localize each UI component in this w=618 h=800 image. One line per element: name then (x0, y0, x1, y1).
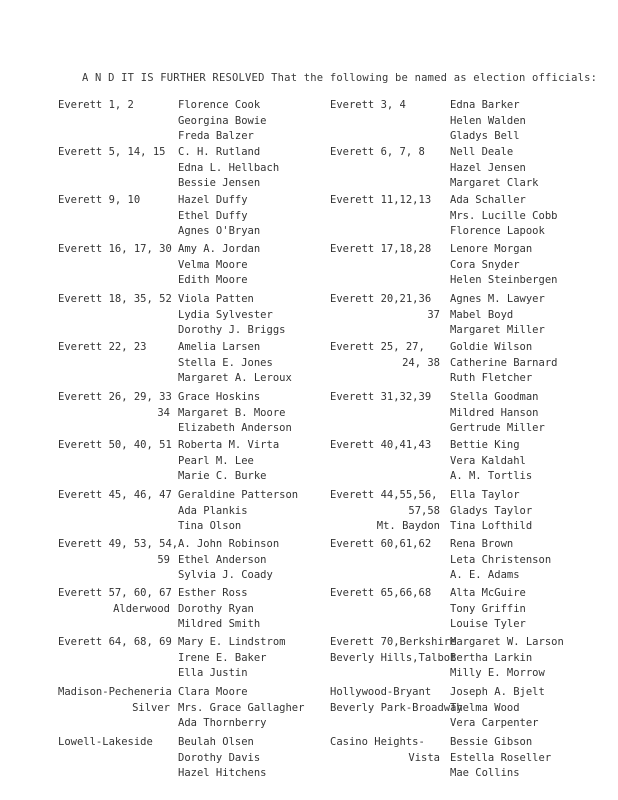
official-name: Geraldine Patterson (178, 489, 299, 501)
precinct-location-line: Everett 65,66,68 (330, 587, 432, 599)
official-name: Mildred Smith (178, 618, 261, 630)
official-names (450, 488, 610, 535)
official-name: Mae Collins (450, 767, 520, 779)
official-name: A. E. Adams (450, 569, 520, 581)
official-names (450, 586, 610, 633)
official-name: Catherine Barnard (450, 356, 558, 369)
precinct-location-line: Everett 44,55,56, (330, 489, 438, 501)
official-names (450, 635, 610, 682)
official-name: Dorothy J. Briggs (178, 324, 286, 336)
official-name: Lenore Morgan (450, 243, 533, 255)
precinct-location-line: Hollywood-Bryant (330, 686, 432, 698)
official-name: Elizabeth Anderson (178, 422, 292, 434)
precinct-location (58, 735, 170, 751)
precinct-location-line: Everett 18, 35, 52 (58, 293, 172, 305)
official-name: Louise Tyler (450, 618, 526, 630)
precinct-location (58, 242, 170, 258)
official-names (450, 292, 610, 339)
precinct-location-line: 37 (427, 308, 440, 321)
official-name: Edith Moore (178, 274, 248, 286)
precinct-location-line: Beverly Park-Broadway (330, 701, 463, 714)
precinct-location (330, 735, 440, 766)
precinct-location-line: Vista (408, 751, 440, 764)
resolution-heading: A N D IT IS FURTHER RESOLVED That the following be named as election officials: (82, 72, 598, 84)
official-name: Margaret Clark (450, 177, 539, 189)
official-names (450, 340, 610, 387)
official-names (178, 586, 326, 633)
official-name: Ella Taylor (450, 489, 520, 501)
precinct-location-line: Everett 64, 68, 69 (58, 636, 172, 648)
official-name: Esther Ross (178, 587, 248, 599)
official-name: A. M. Tortlis (450, 470, 533, 482)
official-names (450, 193, 610, 240)
official-names (178, 537, 326, 584)
official-name: Hazel Hitchens (178, 767, 267, 779)
precinct-location-line: Everett 26, 29, 33 (58, 391, 172, 403)
precinct-location (58, 340, 170, 356)
official-name: Bertha Larkin (450, 651, 533, 664)
precinct-location-line: Everett 5, 14, 15 (58, 146, 166, 158)
official-name: Agnes O'Bryan (178, 225, 261, 237)
official-name: Agnes M. Lawyer (450, 293, 545, 305)
official-name: Margaret B. Moore (178, 406, 286, 419)
official-name: Pearl M. Lee (178, 454, 254, 467)
official-names (450, 438, 610, 485)
precinct-location-line: Everett 3, 4 (330, 99, 406, 111)
official-name: C. H. Rutland (178, 146, 261, 158)
precinct-location-line: Everett 9, 10 (58, 194, 141, 206)
precinct-location (330, 340, 440, 371)
official-name: Sylvia J. Coady (178, 569, 273, 581)
official-name: Stella E. Jones (178, 356, 273, 369)
precinct-location-line: Everett 6, 7, 8 (330, 146, 425, 158)
precinct-location-line: Everett 40,41,43 (330, 439, 432, 451)
precinct-location (58, 193, 170, 209)
official-name: Helen Walden (450, 114, 526, 127)
official-name: Ada Plankis (178, 504, 248, 517)
official-name: Florence Cook (178, 99, 261, 111)
precinct-location (58, 488, 170, 504)
precinct-location-line: 59 (157, 553, 170, 566)
official-name: Edna L. Hellbach (178, 161, 280, 174)
precinct-location (330, 635, 457, 666)
precinct-location-line: Everett 16, 17, 30 (58, 243, 172, 255)
official-names (450, 390, 610, 437)
precinct-location (330, 488, 440, 535)
official-name: Margaret W. Larson (450, 636, 564, 648)
precinct-row (0, 537, 618, 593)
precinct-row (0, 685, 618, 741)
official-name: Florence Lapook (450, 225, 545, 237)
official-name: Estella Roseller (450, 751, 552, 764)
precinct-location-line: Mt. Baydon (376, 520, 440, 532)
precinct-location (330, 537, 440, 553)
official-name: Ethel Anderson (178, 553, 267, 566)
official-names (178, 635, 326, 682)
official-name: Bettie King (450, 439, 520, 451)
official-names (178, 292, 326, 339)
precinct-location (58, 586, 170, 617)
official-name: Cora Snyder (450, 258, 520, 271)
official-name: Stella Goodman (450, 391, 539, 403)
official-name: Helen Steinbergen (450, 274, 558, 286)
official-name: Amelia Larsen (178, 341, 261, 353)
official-names (450, 685, 610, 732)
official-name: Mildred Hanson (450, 406, 539, 419)
official-name: Dorothy Davis (178, 751, 261, 764)
official-name: Freda Balzer (178, 130, 254, 142)
official-name: Tina Olson (178, 520, 242, 532)
official-name: Ada Thornberry (178, 717, 267, 729)
official-name: Grace Hoskins (178, 391, 261, 403)
precinct-location-line: Madison-Pecheneria (58, 686, 172, 698)
official-names (178, 390, 326, 437)
precinct-row (0, 438, 618, 494)
official-name: Gladys Bell (450, 130, 520, 142)
official-name: Dorothy Ryan (178, 602, 254, 615)
official-name: Velma Moore (178, 258, 248, 271)
official-name: Mrs. Grace Gallagher (178, 701, 305, 714)
official-name: Hazel Jensen (450, 161, 526, 174)
official-names (450, 537, 610, 584)
official-name: Alta McGuire (450, 587, 526, 599)
precinct-location (330, 438, 440, 454)
precinct-row (0, 586, 618, 642)
precinct-location-line: Everett 20,21,36 (330, 293, 432, 305)
official-name: A. John Robinson (178, 538, 280, 550)
official-name: Roberta M. Virta (178, 439, 280, 451)
precinct-location-line: Everett 1, 2 (58, 99, 134, 111)
official-name: Beulah Olsen (178, 736, 254, 748)
official-name: Tony Griffin (450, 602, 526, 615)
official-name: Vera Carpenter (450, 717, 539, 729)
official-names (178, 145, 326, 192)
precinct-location-line: Everett 49, 53, 54, (58, 538, 179, 550)
official-names (450, 98, 610, 145)
official-name: Ella Justin (178, 667, 248, 679)
precinct-location-line: Everett 25, 27, (330, 341, 425, 353)
official-name: Lydia Sylvester (178, 308, 273, 321)
precinct-location-line: Beverly Hills,Talbot (330, 651, 457, 664)
official-name: Mabel Boyd (450, 308, 514, 321)
precinct-location-line: Everett 57, 60, 67 (58, 587, 172, 599)
official-names (178, 193, 326, 240)
official-names (450, 735, 610, 782)
official-name: Ruth Fletcher (450, 372, 533, 384)
official-name: Marie C. Burke (178, 470, 267, 482)
precinct-location-line: 57,58 (408, 504, 440, 517)
precinct-row (0, 242, 618, 298)
precinct-row (0, 735, 618, 791)
precinct-location-line: Everett 70,Berkshire (330, 636, 457, 648)
precinct-location-line: Lowell-Lakeside (58, 736, 153, 748)
official-names (178, 735, 326, 782)
precinct-location-line: Everett 45, 46, 47 (58, 489, 172, 501)
precinct-location-line: Alderwood (113, 602, 170, 615)
official-name: Joseph A. Bjelt (450, 686, 545, 698)
official-names (178, 98, 326, 145)
precinct-location (58, 145, 170, 161)
precinct-location (58, 292, 170, 308)
official-name: Clara Moore (178, 686, 248, 698)
official-names (178, 438, 326, 485)
precinct-location (330, 145, 440, 161)
official-name: Margaret Miller (450, 324, 545, 336)
precinct-row (0, 193, 618, 249)
precinct-location-line: Everett 50, 40, 51 (58, 439, 172, 451)
official-name: Irene E. Baker (178, 651, 267, 664)
precinct-location-line: Everett 31,32,39 (330, 391, 432, 403)
precinct-location (330, 98, 440, 114)
precinct-location (330, 586, 440, 602)
official-name: Edna Barker (450, 99, 520, 111)
official-name: Milly E. Morrow (450, 667, 545, 679)
precinct-location-line: Everett 11,12,13 (330, 194, 432, 206)
official-name: Vera Kaldahl (450, 454, 526, 467)
precinct-row (0, 488, 618, 544)
official-name: Goldie Wilson (450, 341, 533, 353)
precinct-location (330, 242, 440, 258)
official-name: Gertrude Miller (450, 422, 545, 434)
precinct-location (330, 292, 440, 323)
official-names (178, 242, 326, 289)
official-name: Mary E. Lindstrom (178, 636, 286, 648)
official-name: Tina Lofthild (450, 520, 533, 532)
official-names (178, 340, 326, 387)
precinct-location-line: Everett 60,61,62 (330, 538, 432, 550)
precinct-location (58, 685, 170, 716)
official-name: Leta Christenson (450, 553, 552, 566)
precinct-location (58, 438, 170, 454)
precinct-location (58, 98, 170, 114)
precinct-row (0, 635, 618, 691)
precinct-location (330, 685, 463, 716)
precinct-row (0, 340, 618, 396)
official-name: Georgina Bowie (178, 114, 267, 127)
official-name: Thelma Wood (450, 701, 520, 714)
official-name: Viola Patten (178, 293, 254, 305)
official-name: Bessie Gibson (450, 736, 533, 748)
precinct-location-line: Everett 17,18,28 (330, 243, 432, 255)
official-names (178, 685, 326, 732)
official-names (450, 242, 610, 289)
official-name: Gladys Taylor (450, 504, 533, 517)
precinct-location (330, 390, 440, 406)
precinct-location-line: Casino Heights- (330, 736, 425, 748)
precinct-location (330, 193, 440, 209)
official-name: Rena Brown (450, 538, 514, 550)
official-names (178, 488, 326, 535)
precinct-location-line: 24, 38 (402, 356, 440, 369)
official-name: Bessie Jensen (178, 177, 261, 189)
official-name: Mrs. Lucille Cobb (450, 209, 558, 222)
official-name: Amy A. Jordan (178, 243, 261, 255)
official-name: Nell Deale (450, 146, 514, 158)
precinct-location-line: Silver (132, 701, 170, 714)
precinct-location-line: Everett 22, 23 (58, 341, 147, 353)
precinct-location (58, 635, 170, 651)
precinct-location-line: 34 (157, 406, 170, 419)
official-name: Hazel Duffy (178, 194, 248, 206)
precinct-location (58, 537, 179, 568)
official-name: Ada Schaller (450, 194, 526, 206)
official-name: Margaret A. Leroux (178, 372, 292, 384)
official-names (450, 145, 610, 192)
precinct-location (58, 390, 170, 421)
official-name: Ethel Duffy (178, 209, 248, 222)
